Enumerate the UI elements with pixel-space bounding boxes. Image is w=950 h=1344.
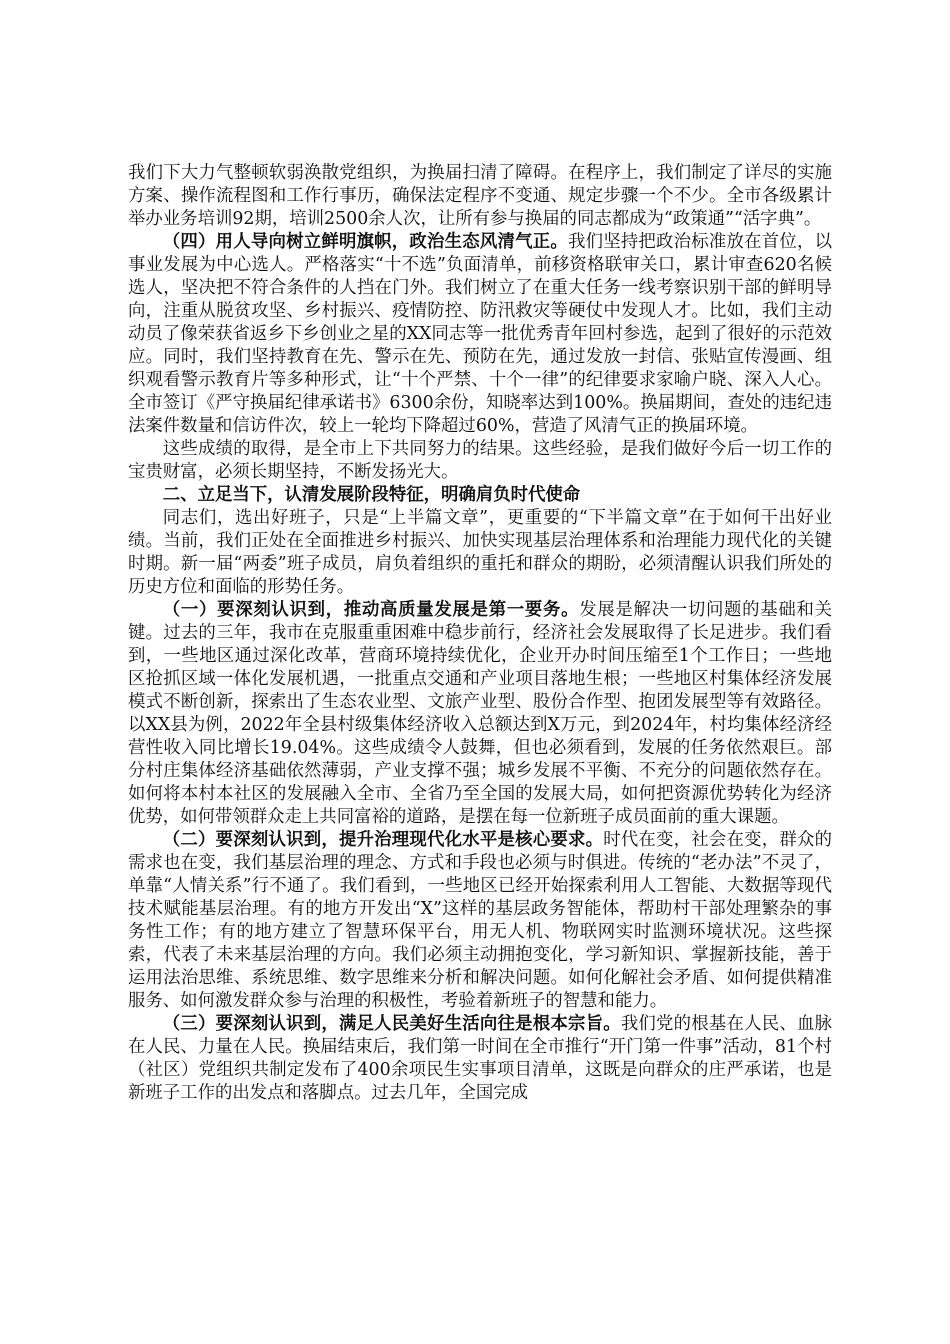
- paragraph-lead-heading: （二）要深刻认识到，提升治理现代化水平是核心要求。: [162, 830, 604, 850]
- paragraph-continuation: [128, 162, 832, 231]
- paragraph-point-four: [128, 231, 832, 438]
- section-heading: 二、立足当下，认清发展阶段特征，明确肩负时代使命: [162, 485, 581, 505]
- paragraph-lead-heading: （四）用人导向树立鲜明旗帜，政治生态风清气正。: [162, 232, 568, 252]
- paragraph-text: 我们下大力气整顿软弱涣散党组织，为换届扫清了障碍。在程序上，我们制定了详尽的实施方案、操作流程图和工作行事历，确保法定程序不变通、规定步骤一个不少。全市各级累计举办业务培训92期，培训2500余人次，让所有参与换届的同志都成为“政策通”“活字典”。: [128, 163, 832, 229]
- paragraph-intro: [128, 507, 832, 599]
- paragraph-point-two: [128, 829, 832, 1013]
- paragraph-point-three: [128, 1013, 832, 1105]
- paragraph-text: 我们坚持把政治标准放在首位，以事业发展为中心选人。严格落实“十不选”负面清单，前移资格联审关口，累计审查620名候选人，坚决把不符合条件的人挡在门外。我们树立了在重大任务一线考察识别干部的鲜明导向，注重从脱贫攻坚、乡村振兴、疫情防控、防汛救灾等硬仗中发现人才。比如，我们主动动员了像荣获省返乡下乡创业之星的XX同志等一批优秀青年回村参选，起到了很好的示范效应。同时，我们坚持教育在先、警示在先、预防在先，通过发放一封信、张贴宣传漫画、组织观看警示教育片等多种形式，让“十个严禁、十个一律”的纪律要求家喻户晓、深入人心。全市签订《严守换届纪律承诺书》6300余份，知晓率达到100%。换届期间，查处的违纪违法案件数量和信访件次，较上一轮均下降超过60%，营造了风清气正的换届环境。: [128, 232, 832, 436]
- paragraph-summary: [128, 438, 832, 484]
- paragraph-point-one: [128, 599, 832, 829]
- paragraph-lead-heading: （三）要深刻认识到，满足人民美好生活向往是根本宗旨。: [162, 1014, 621, 1034]
- paragraph-text: 发展是解决一切问题的基础和关键。过去的三年，我市在克服重重困难中稳步前行，经济社会发展取得了长足进步。我们看到，一些地区通过深化改革，营商环境持续优化，企业开办时间压缩至1个工作日；一些地区抢抓区域一体化发展机遇，一批重点交通和产业项目落地生根；一些地区村集体经济发展模式不断创新，探索出了生态农业型、文旅产业型、股份合作型、抱团发展型等有效路径。以XX县为例，2022年全县村级集体经济收入总额达到X万元，到2024年，村均集体经济经营性收入同比增长19.04%。这些成绩令人鼓舞，但也必须看到，发展的任务依然艰巨。部分村庄集体经济基础依然薄弱，产业支撑不强；城乡发展不平衡、不充分的问题依然存在。如何将本村本社区的发展融入全市、全省乃至全国的发展大局，如何把资源优势转化为经济优势，如何带领群众走上共同富裕的道路，是摆在每一位新班子成员面前的重大课题。: [128, 600, 832, 827]
- paragraph-lead-heading: （一）要深刻认识到，推动高质量发展是第一要务。: [162, 600, 580, 620]
- paragraph-text: 这些成绩的取得，是全市上下共同努力的结果。这些经验，是我们做好今后一切工作的宝贵财富，必须长期坚持，不断发扬光大。: [128, 439, 832, 482]
- paragraph-text: 时代在变，社会在变，群众的需求也在变，我们基层治理的理念、方式和手段也必须与时俱进。传统的“老办法”不灵了，单靠“人情关系”行不通了。我们看到，一些地区已经开始探索利用人工智能、大数据等现代技术赋能基层治理。有的地方开发出“X”这样的基层政务智能体，帮助村干部处理繁杂的事务性工作；有的地方建立了智慧环保平台，用无人机、物联网实时监测环境状况。这些探索，代表了未来基层治理的方向。我们必须主动拥抱变化，学习新知识、掌握新技能，善于运用法治思维、系统思维、数字思维来分析和解决问题。如何化解社会矛盾、如何提供精准服务、如何激发群众参与治理的积极性，考验着新班子的智慧和能力。: [128, 830, 832, 1011]
- document-page: [128, 162, 832, 1105]
- paragraph-text: 我们党的根基在人民、血脉在人民、力量在人民。换届结束后，我们第一时间在全市推行“开门第一件事”活动，81个村（社区）党组织共制定发布了400余项民生实事项目清单，这既是向群众的庄严承诺，也是新班子工作的出发点和落脚点。过去几年，全国完成: [128, 1014, 832, 1103]
- paragraph-text: 同志们，选出好班子，只是“上半篇文章”，更重要的“下半篇文章”在于如何干出好业绩。当前，我们正处在全面推进乡村振兴、加快实现基层治理体系和治理能力现代化的关键时期。新一届“两委”班子成员，肩负着组织的重托和群众的期盼，必须清醒认识我们所处的历史方位和面临的形势任务。: [128, 508, 832, 597]
